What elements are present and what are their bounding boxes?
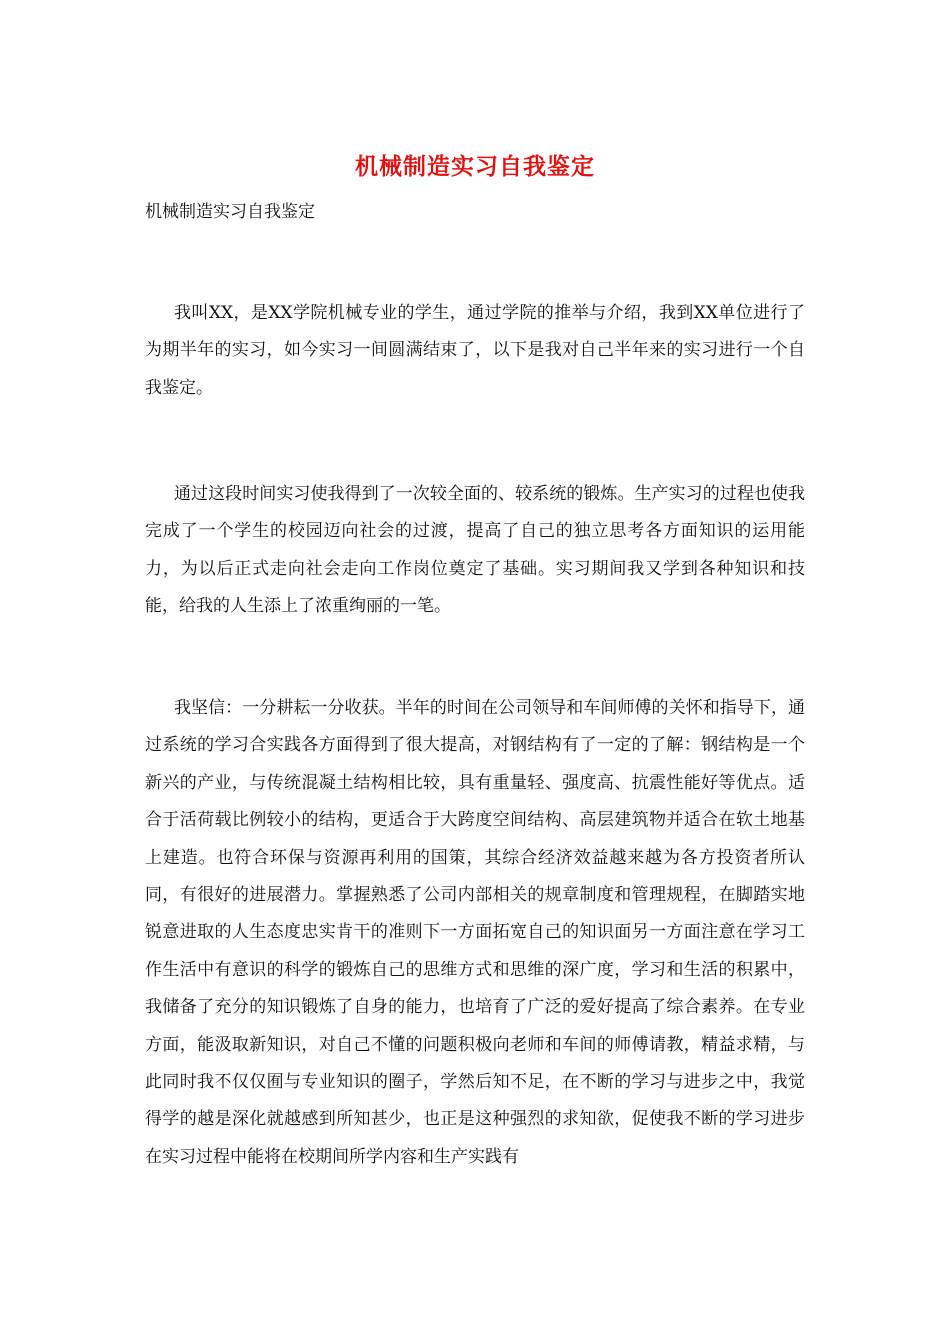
- paragraph-training: 通过这段时间实习使我得到了一次较全面的、较系统的锻炼。生产实习的过程也使我完成了一个学生的校园迈向社会的过渡，提高了自己的独立思考各方面知识的运用能力，为以后正式走向社会走向工作岗位奠定了基础。实习期间我又学到各种知识和技能，给我的人生添上了浓重绚丽的一笔。: [145, 484, 805, 617]
- document-title: 机械制造实习自我鉴定: [355, 153, 595, 180]
- paragraph-intro: 我叫XX，是XX学院机械专业的学生，通过学院的推举与介绍，我到XX单位进行了为期半年的实习，如今实习一间圆满结束了，以下是我对自己半年来的实习进行一个自我鉴定。: [145, 303, 805, 398]
- paragraph-gains: 我坚信：一分耕耘一分收获。半年的时间在公司领导和车间师傅的关怀和指导下，通过系统的学习合实践各方面得到了很大提高，对钢结构有了一定的了解：钢结构是一个新兴的产业，与传统混凝土结构相比较，具有重量轻、强度高、抗震性能好等优点。适合于活荷载比例较小的结构，更适合于大跨度空间结构、高层建筑物并适合在软土地基上建造。也符合环保与资源再利用的国策，其综合经济效益越来越为各方投资者所认同，有很好的进展潜力。掌握熟悉了公司内部相关的规章制度和管理规程，在脚踏实地锐意进取的人生态度忠实肯干的准则下一方面拓宽自己的知识面另一方面注意在学习工作生活中有意识的科学的锻炼自己的思维方式和思维的深广度，学习和生活的积累中，我储备了充分的知识锻炼了自身的能力，也培育了广泛的爱好提高了综合素养。在专业方面，能汲取新知识，对自己不懂的问题积极向老师和车间的师傅请教，精益求精，与此同时我不仅仅囿与专业知识的圈子，学然后知不足，在不断的学习与进步之中，我觉得学的越是深化就越感到所知甚少，也正是这种强烈的求知欲，促使我不断的学习进步在实习过程中能将在校期间所学内容和生产实践有: [145, 698, 805, 1167]
- document-subtitle: 机械制造实习自我鉴定: [145, 202, 315, 222]
